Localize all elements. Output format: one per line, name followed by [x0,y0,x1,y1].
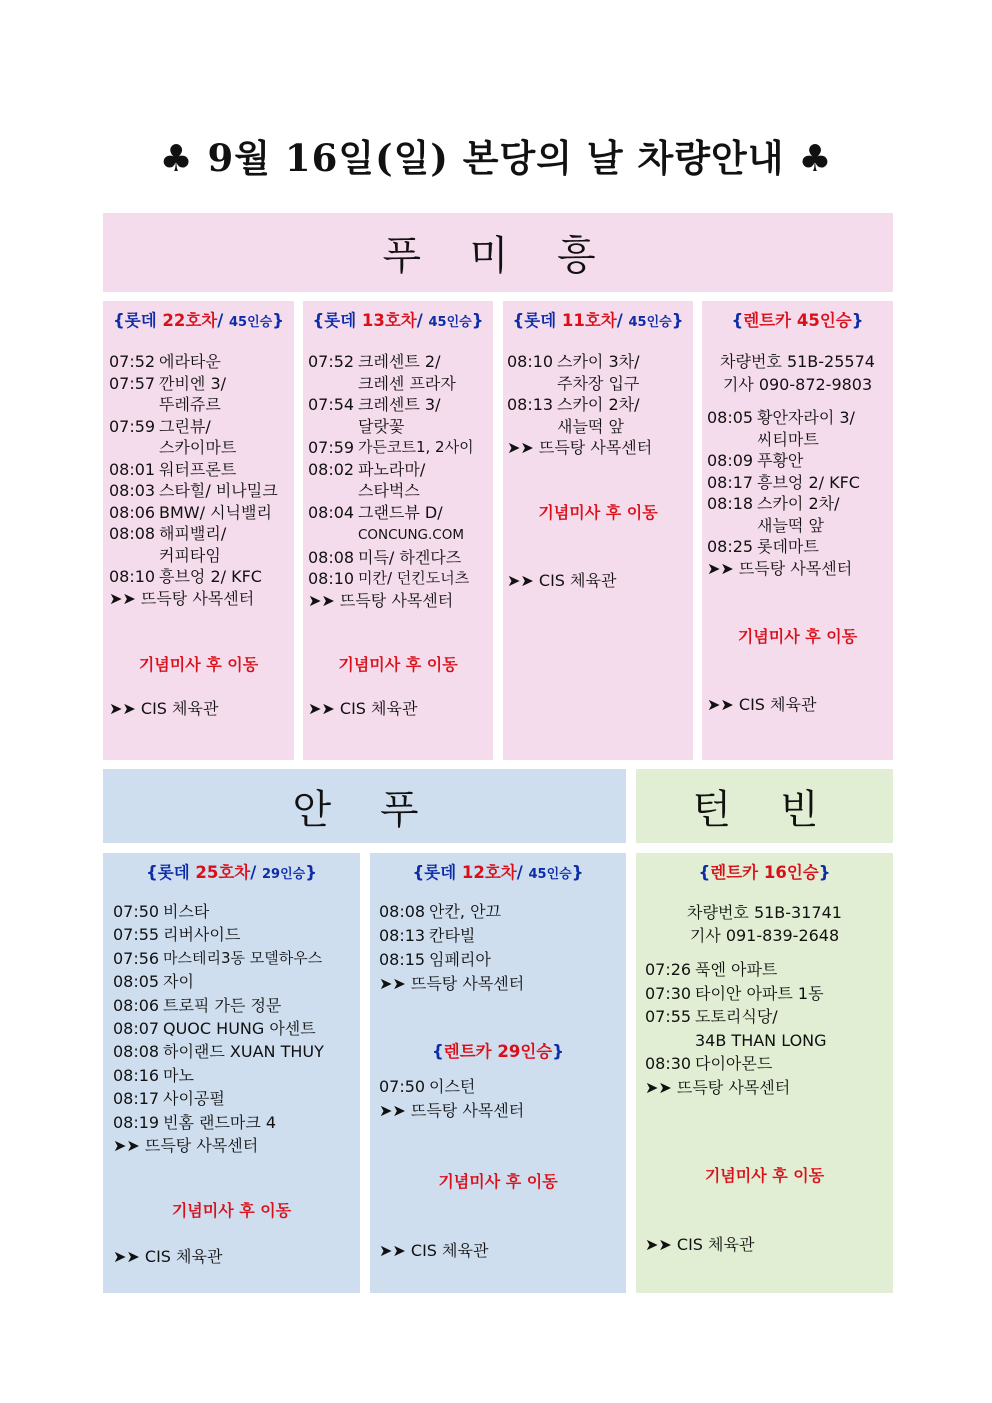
arrive-center: ➤➤ 뜨득탕 사목센터 [109,588,255,608]
route-header: {렌트카 16인승} [698,863,831,882]
stop-item: 07:59 가든코트1, 2사이 [308,438,474,457]
arrive-center: ➤➤ 뜨득탕 사목센터 [707,558,853,578]
stop-item: 08:08 하이랜드 XUAN THUY [113,1042,324,1062]
stop-list-rentcar-29 [379,1075,626,1123]
stop-list [507,351,689,459]
final-stop: ➤➤ CIS 체육관 [379,1241,489,1260]
stop-item: 08:10 흥브엉 2/ KFC [109,567,262,586]
route-header-rentcar-29: {렌트카 29인승} [432,1042,564,1061]
stop-item: 08:13 스카이 2차/ 새늘떡 앞 [507,395,640,436]
stop-item: 07:59 그린뷰/ 스카이마트 [109,416,237,457]
stop-item: 08:07 QUOC HUNG 아센트 [113,1019,316,1039]
route-card-lotte-11 [503,301,693,760]
stop-item: 08:04 그랜드뷰 D/ CONCUNG.COM [308,502,465,543]
stop-item: 08:17 사이공펄 [113,1089,225,1109]
stop-item: 08:13 칸타빌 [379,926,476,945]
stop-list [645,958,884,1099]
stop-item: 08:16 마노 [113,1065,194,1085]
stop-item: 08:09 푸황안 [707,451,804,470]
route-card-lotte-25 [103,853,360,1293]
section-title-pumihung: 푸 미 흥 [103,213,893,292]
route-header: {렌트카 45인승} [731,311,864,330]
stop-item: 07:50 비스타 [113,902,210,921]
arrive-center: ➤➤ 뜨득탕 사목센터 [645,1077,791,1097]
stop-item: 07:26 푹엔 아파트 [645,960,778,979]
final-stop: ➤➤ CIS 체육관 [308,699,418,718]
route-card-rentcar-16 [636,853,893,1293]
stop-item: 08:08 해피밸리/ 커피타임 [109,524,227,565]
driver-phone: 기사 091-839-2648 [689,926,840,945]
route-header: {롯데 25호차/ 29인승} [146,863,317,882]
final-stop: ➤➤ CIS 체육관 [707,695,817,714]
stop-item: 08:25 롯데마트 [707,537,819,556]
stop-item: 07:56 마스테리3동 모델하우스 [113,948,323,968]
car-number: 차량번호 51B-31741 [687,903,842,922]
stop-item: 08:19 빈홈 랜드마크 4 [113,1112,277,1132]
stop-item: 08:05 황안자라이 3/ 씨티마트 [707,408,855,449]
car-number: 차량번호 51B-25574 [720,352,875,371]
stop-list [113,900,350,1157]
stop-list [109,351,288,609]
memo-note: 기념미사 후 이동 [737,627,858,646]
stop-item: 08:02 파노라마/ 스타벅스 [308,459,426,500]
stop-item: 08:17 흥브엉 2/ KFC [707,472,860,492]
stop-item: 07:54 크레센트 3/ 달랏꽃 [308,395,441,436]
stop-item: 08:10 스카이 3차/ 주차장 입구 [507,352,640,393]
memo-note: 기념미사 후 이동 [171,1201,292,1220]
stop-item: 08:15 임페리아 [379,950,491,969]
memo-note: 기념미사 후 이동 [138,655,259,674]
stop-item: 07:52 크레센트 2/ 크레센 프라자 [308,352,456,393]
stop-item: 07:52 에라타운 [109,352,221,371]
arrive-center: ➤➤ 뜨득탕 사목센터 [113,1136,259,1156]
stop-item: 07:55 리버사이드 [113,925,241,945]
stop-list [707,407,888,579]
stop-item: 08:06 트로픽 가든 정문 [113,995,282,1015]
route-header: {롯데 22호차/ 45인승} [113,311,284,330]
stop-item: 08:30 다이아몬드 [645,1054,773,1073]
section-title-tunbin: 턴 빈 [636,769,893,843]
stop-item: 07:30 타이안 아파트 1동 [645,983,824,1003]
route-header: {롯데 11호차/ 45인승} [512,311,684,330]
stop-item: 08:05 자이 [113,972,194,992]
arrive-center: ➤➤ 뜨득탕 사목센터 [308,590,454,610]
arrive-center: ➤➤ 뜨득탕 사목센터 [379,1101,525,1120]
stop-item: 08:10 미칸/ 던킨도너츠 [308,569,470,588]
final-stop: ➤➤ CIS 체육관 [507,571,617,590]
stop-list [308,351,488,611]
final-stop: ➤➤ CIS 체육관 [109,699,219,718]
route-card-lotte-22 [103,301,294,760]
arrive-center: ➤➤ 뜨득탕 사목센터 [379,974,525,993]
stop-item: 08:08 미득/ 하겐다즈 [308,547,462,567]
route-card-lotte-13 [303,301,493,760]
route-card-rentcar-45 [702,301,893,760]
driver-phone: 기사 090-872-9803 [722,375,873,394]
stop-item: 08:01 워터프론트 [109,459,237,479]
stop-item: 08:06 BMW/ 시닉밸리 [109,502,272,522]
memo-note: 기념미사 후 이동 [538,503,658,522]
arrive-center: ➤➤ 뜨득탕 사목센터 [507,438,653,457]
stop-item: 08:03 스타힐/ 비나밀크 [109,481,278,500]
memo-note: 기념미사 후 이동 [338,655,458,674]
route-header: {롯데 13호차/ 45인승} [312,311,484,330]
final-stop: ➤➤ CIS 체육관 [645,1235,755,1254]
memo-note: 기념미사 후 이동 [438,1172,558,1191]
memo-note: 기념미사 후 이동 [704,1166,825,1185]
route-card-lotte-12 [370,853,626,1293]
section-title-anphu: 안 푸 [103,769,626,843]
stop-item: 07:50 이스턴 [379,1077,476,1096]
stop-item: 08:18 스카이 2차/ 새늘떡 앞 [707,494,840,535]
route-header: {롯데 12호차/ 45인승} [412,863,584,882]
stop-item: 07:55 도토리식당/ 34B THAN LONG [645,1007,827,1050]
stop-item: 07:57 깐비엔 3/ 뚜레쥬르 [109,373,227,414]
stop-item: 08:08 안칸, 안끄 [379,902,501,921]
page-title: ♣ 9월 16일(일) 본당의 날 차량안내 ♣ [159,136,833,180]
final-stop: ➤➤ CIS 체육관 [113,1247,223,1266]
stop-list [379,900,617,996]
